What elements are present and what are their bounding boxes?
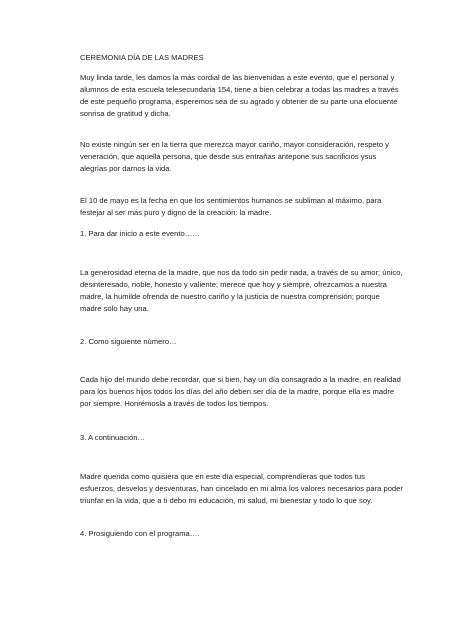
paragraph-5-line-4: madre solo hay una.: [80, 304, 149, 313]
paragraph-5-line-1: La generosidad eterna de la madre, que nos da todo sin pedir nada, a través de su amor; único,: [80, 268, 403, 277]
paragraph-7-line-3: por siempre. Honrémosla a través de todos los tiempos.: [80, 399, 269, 408]
document-title: CEREMONIA DÍA DE LAS MADRES: [80, 53, 204, 62]
paragraph-1-line-3: de este pequeño programa, esperemos sea de su agrado y obtener de su parte una elocuente: [80, 97, 398, 106]
program-item-1: 1. Para dar inicio a este evento……: [80, 229, 200, 238]
paragraph-1-line-2: alumnos de esta escuela telesecundaria 154, tiene a bien celebrar a todas las madres a través: [80, 85, 399, 94]
paragraph-7-line-2: para los buenos hijos todos los días del año deben ser día de la madre, porque ella es madre: [80, 387, 395, 396]
paragraph-1-line-4: sonrisa de gratitud y dicha.: [80, 109, 171, 118]
paragraph-2-line-2: veneración, que aquella persona, que desde sus entrañas antepone sus sacrificios ysus: [80, 152, 377, 161]
paragraph-9-line-1: Madre querida como quisiera que en este día especial, comprendieras que todos tus: [80, 472, 365, 481]
program-item-3: 3. A continuación…: [80, 433, 146, 442]
paragraph-5-line-2: desinteresado, noble, honesto y valiente; merece que hoy y siempre, ofrezcamos a nuestra: [80, 280, 387, 289]
paragraph-5-line-3: madre, la humilde ofrenda de nuestro cariño y la justicia de nuestra comprensión; porque: [80, 292, 380, 301]
paragraph-7-line-1: Cada hijo del mundo debe recordar, que si bien, hay un día consagrado a la madre, en realidad: [80, 375, 401, 384]
program-item-2: 2. Como siguiente número…: [80, 337, 177, 346]
paragraph-2-line-1: No existe ningún ser en la tierra que merezca mayor cariño, mayor consideración, respeto y: [80, 140, 389, 149]
paragraph-9-line-2: esfuerzos, desvelos y desventuras, han cincelado en mi alma los valores necesarios para poder: [80, 484, 403, 493]
paragraph-3-line-1: El 10 de mayo es la fecha en que los sentimientos humanos se subliman al máximo, para: [80, 196, 382, 205]
program-item-4: 4. Prosiguiendo con el programa….: [80, 529, 200, 538]
paragraph-1-line-1: Muy linda tarde, les damos la más cordial de las bienvenidas a este evento, que el personal y: [80, 73, 395, 82]
paragraph-3-line-2: festejar al ser más puro y digno de la creación: la madre.: [80, 208, 272, 217]
paragraph-9-line-3: triunfar en la vida, que a ti debo mi educación, mi salud, mi bienestar y todo lo que soy.: [80, 496, 373, 505]
paragraph-2-line-3: alegrías por darnos la vida.: [80, 164, 172, 173]
